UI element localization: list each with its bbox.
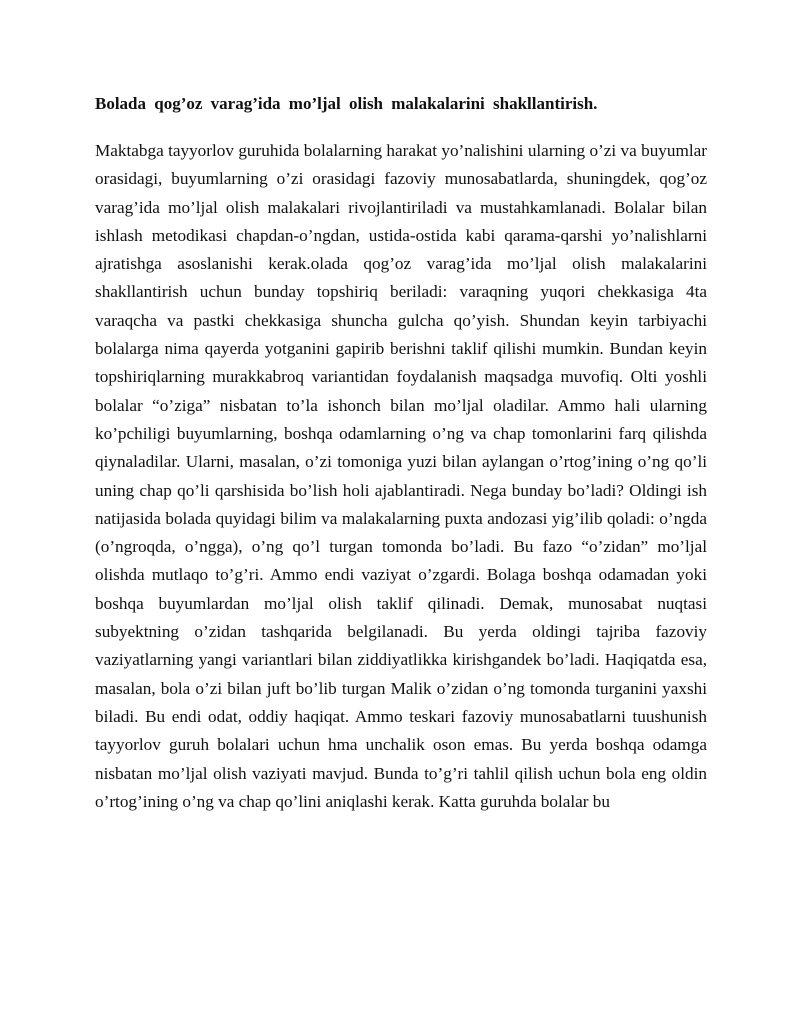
page-title: Bolada qog’oz varag’ida mo’ljal olish malakalarini shakllantirish. bbox=[95, 94, 598, 113]
body-paragraph: Maktabga tayyorlov guruhida bolalarning harakat yo’nalishini ularning o’zi va buyumlar orasidagi, buyumlarning o’zi orasidagi fazoviy munosabatlarda, shuningdek, qog’oz varag’ida mo’ljal olish malakalari rivojlantiriladi va mustahkamlanadi. Bolalar bilan ishlash metodikasi chapdan-o’ngdan, ustida-ostida kabi qarama-qarshi yo’nalishlarni ajratishga asoslanishi kerak.olada qog’oz varag’ida mo’ljal olish malakalarini shakllantirish uchun bunday topshiriq beriladi: varaqning yuqori chekkasiga 4ta varaqcha va pastki chekkasiga shuncha gulcha qo’yish. Shundan keyin tarbiyachi bolalarga nima qayerda yotganini gapirib berishni taklif qilishi mumkin. Bundan keyin topshiriqlarning murakkabroq variantidan foydalanish maqsadga muvofiq. Olti yoshli bolalar “o’ziga” nisbatan to’la ishonch bilan mo’ljal oladilar. Ammo hali ularning ko’pchiligi buyumlarning, boshqa odamlarning o’ng va chap tomonlarini farq qilishda qiynaladilar. Ularni, masalan, o’zi tomoniga yuzi bilan aylangan o’rtog’ining o’ng qo’li uning chap qo’li qarshisida bo’lish holi ajablantiradi. Nega bunday bo’ladi? Oldingi ish natijasida bolada quyidagi bilim va malakalarning puxta andozasi yig’ilib qoladi: o’ngda (o’ngroqda, o’ngga), o’ng qo’l turgan tomonda bo’ladi. Bu fazo “o’zidan” mo’ljal olishda mutlaqo to’g’ri. Ammo endi vaziyat o’zgardi. Bolaga boshqa odamadan yoki boshqa buyumlardan mo’ljal olish taklif qilinadi. Demak, munosabat nuqtasi subyektning o’zidan tashqarida belgilanadi. Bu yerda oldingi tajriba fazoviy vaziyatlarning yangi variantlari bilan ziddiyatlikka kirishgandek bo’ladi. Haqiqatda esa, masalan, bola o’zi bilan juft bo’lib turgan Malik o’zidan o’ng tomonda turganini yaxshi biladi. Bu endi odat, oddiy haqiqat. Ammo teskari fazoviy munosabatlarni tuushunish tayyorlov guruh bolalari uchun hma unchalik oson emas. Bu yerda boshqa odamga nisbatan mo’ljal olish vaziyati mavjud. Bunda to’g’ri tahlil qilish uchun bola eng oldin o’rtog’ining o’ng va chap qo’lini aniqlashi kerak. Katta guruhda bolalar bu bbox=[95, 141, 707, 811]
